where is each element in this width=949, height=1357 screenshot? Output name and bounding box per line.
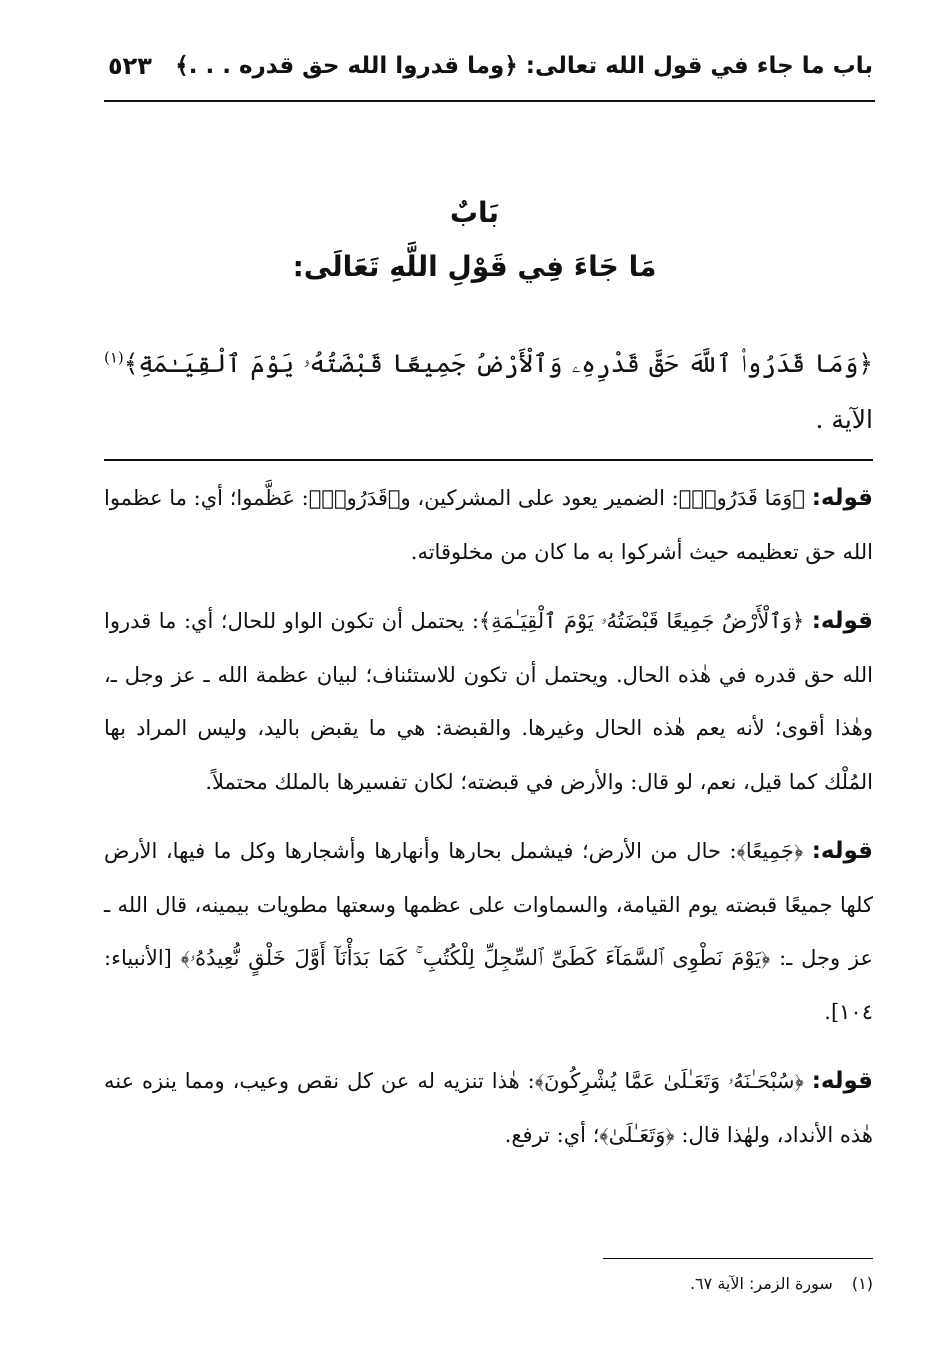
paragraph-text: ﴿جَمِيعًا﴾: حال من الأرض؛ فيشمل بحارها وأنهارها وأشجارها وكل ما فيها، الأرض كلها جميعًا قبضته يوم القيامة، والسماوات على عظمها وسعتها مطويات بيمينه، قال الله ـ عز وجل ـ: ﴿يَوْمَ نَطْوِى ٱلسَّمَآءَ كَطَىِّ ٱلسِّجِلِّ لِلْكُتُبِ ۚ كَمَا بَدَأْنَآ أَوَّلَ خَلْقٍ نُّعِيدُهُۥ﴾ [الأنبياء: ١٠٤]. [104, 839, 873, 1024]
footnote-reference[interactable]: (١) [104, 348, 124, 367]
verse-text: ﴿وَمَا قَدَرُوا۟ ٱللَّهَ حَقَّ قَدْرِهِۦ وَٱلْأَرْضُ جَمِيعًا قَبْضَتُهُۥ يَوْمَ ٱلْقِيَـٰمَةِ﴾ [123, 349, 873, 378]
footnote [104, 1270, 873, 1298]
chapter-label: بَابٌ [449, 196, 500, 229]
header-rule [104, 100, 875, 102]
verse-block [104, 336, 873, 448]
running-title: باب ما جاء في قول الله تعالى: ﴿وما قدروا الله حق قدره . . .﴾ [175, 53, 873, 79]
paragraph-lead: قوله: [811, 1068, 873, 1094]
chapter-title: مَا جَاءَ فِي قَوْلِ اللَّهِ تَعَالَى: [292, 250, 657, 283]
footnote-text: سورة الزمر: الآية ٦٧. [689, 1274, 833, 1293]
commentary-paragraph [104, 825, 873, 1039]
page-number: ٥٢٣ [108, 52, 152, 80]
verse-tail: الآية . [815, 405, 873, 434]
paragraph-text: ﴿سُبْحَـٰنَهُۥ وَتَعَـٰلَىٰ عَمَّا يُشْرِكُونَ﴾: هٰذا تنزيه له عن كل نقص وعيب، ومما ينزه عنه هٰذه الأنداد، ولهٰذا قال: ﴿وَتَعَـٰلَىٰ﴾؛ أي: ترفع. [104, 1069, 873, 1147]
commentary-paragraph [104, 472, 873, 579]
commentary-paragraph [104, 1055, 873, 1162]
commentary-paragraph [104, 595, 873, 809]
paragraph-text: ﴿وَٱلْأَرْضُ جَمِيعًا قَبْضَتُهُۥ يَوْمَ ٱلْقِيَـٰمَةِ﴾: يحتمل أن تكون الواو للحال؛ أي: ما قدروا الله حق قدره في هٰذه الحال. ويحتمل أن تكون للاستئناف؛ لبيان عظمة الله ـ عز وجل ـ، وهٰذا أقوى؛ لأنه يعم هٰذه الحال وغيرها. والقبضة: هي ما يقبض باليد، وليس المراد بها المُلْك كما قيل، نعم، لو قال: والأرض في قبضته؛ لكان تفسيرها بالملك محتملاً. [104, 609, 873, 794]
commentary-body [104, 472, 873, 1178]
section-rule [104, 459, 873, 461]
footnote-rule [603, 1258, 873, 1259]
paragraph-lead: قوله: [811, 608, 873, 634]
paragraph-text: ﴿وَمَا قَدَرُوا۟﴾: الضمير يعود على المشركين، و﴿قَدَرُوا۟﴾: عَظَّموا؛ أي: ما عظموا الله حق تعظيمه حيث أشركوا به ما كان من مخلوقاته. [104, 486, 873, 564]
paragraph-lead: قوله: [811, 838, 873, 864]
running-header [108, 44, 873, 88]
footnote-number: (١) [851, 1274, 873, 1293]
paragraph-lead: قوله: [811, 485, 873, 511]
